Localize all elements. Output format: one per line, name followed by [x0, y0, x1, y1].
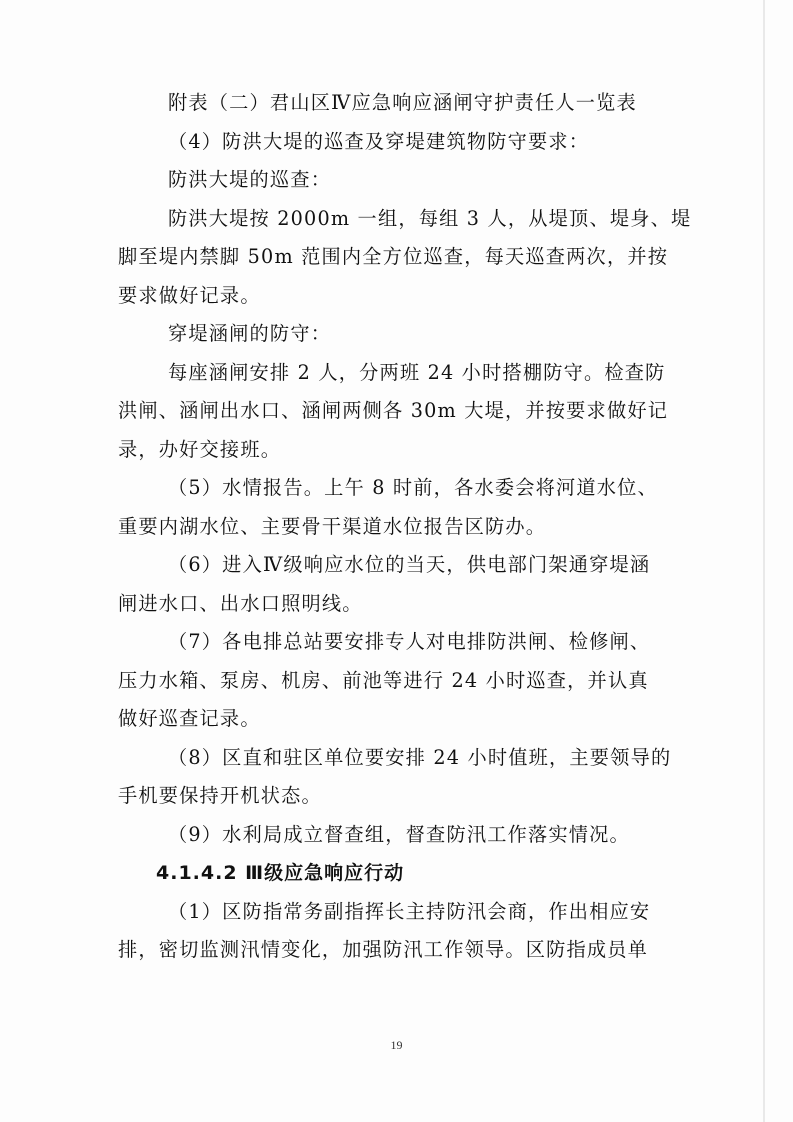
text-line: 重要内湖水位、主要骨干渠道水位报告区防办。: [118, 514, 547, 538]
section-heading: 4.1.4.2 Ⅲ级应急响应行动: [156, 862, 405, 884]
text-line: 脚至堤内禁脚 50m 范围内全方位巡查，每天巡查两次，并按: [118, 245, 669, 268]
text-line: 要求做好记录。: [118, 283, 261, 307]
text-line: （7）各电排总站要安排专人对电排防洪闸、检修闸、: [168, 630, 651, 653]
page-number: 19: [390, 1038, 403, 1052]
text-line: 附表（二）君山区Ⅳ应急响应涵闸守护责任人一览表: [168, 91, 637, 114]
text-line: 手机要保持开机状态。: [118, 784, 322, 807]
text-line: 洪闸、涵闸出水口、涵闸两侧各 30m 大堤，并按要求做好记: [118, 399, 669, 422]
scan-edge: [763, 0, 765, 1122]
text-line: 录，办好交接班。: [118, 437, 282, 461]
text-line: 防洪大堤的巡查：: [168, 168, 332, 191]
text-line: （5）水情报告。上午 8 时前，各水委会将河道水位、: [168, 476, 658, 499]
text-line: （6）进入Ⅳ级响应水位的当天，供电部门架通穿堤涵: [168, 553, 651, 576]
text-line: 穿堤涵闸的防守：: [168, 322, 332, 345]
text-line: 闸进水口、出水口照明线。: [118, 591, 363, 615]
text-line: 每座涵闸安排 2 人，分两班 24 小时搭棚防守。检查防: [168, 360, 666, 384]
text-line: 做好巡查记录。: [118, 707, 261, 730]
text-line: 排，密切监测汛情变化，加强防汛工作领导。区防指成员单: [118, 938, 649, 961]
text-line: （4）防洪大堤的巡查及穿堤建筑物防守要求：: [168, 129, 590, 153]
text-line: （8）区直和驻区单位要安排 24 小时值班，主要领导的: [168, 745, 672, 769]
body-text: [118, 84, 692, 970]
text-line: 压力水箱、泵房、机房、前池等进行 24 小时巡查，并认真: [118, 668, 649, 692]
text-line: （1）区防指常务副指挥长主持防汛会商，作出相应安: [168, 899, 651, 923]
text-line: 防洪大堤按 2000m 一组，每组 3 人，从堤顶、堤身、堤: [168, 206, 692, 230]
text-line: （9）水利局成立督查组，督查防汛工作落实情况。: [168, 822, 630, 846]
